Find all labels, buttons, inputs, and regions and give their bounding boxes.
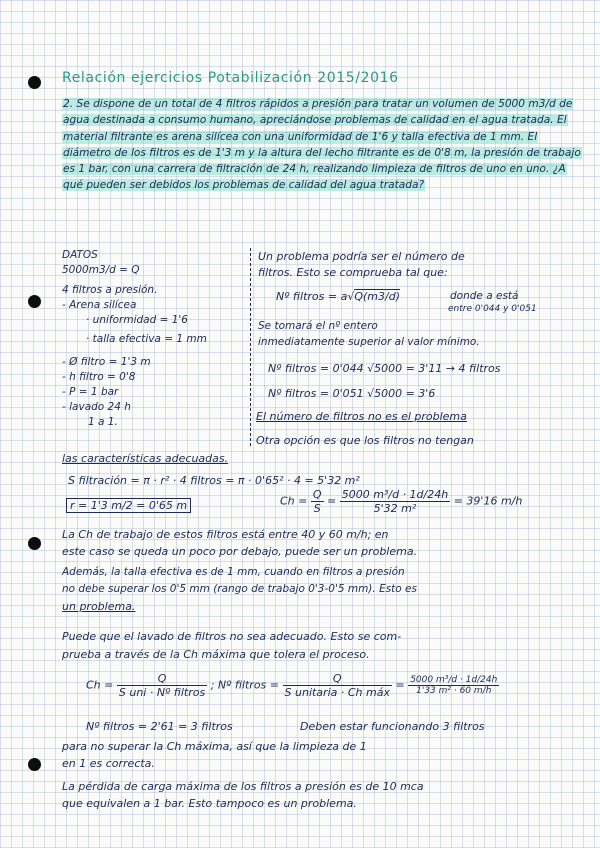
text-line: La Ch de trabajo de estos filtros está entre 40 y 60 m/h; en: [62, 528, 389, 541]
eq-part: Ch =: [280, 494, 308, 508]
datos-column: [62, 248, 242, 430]
eq-part: = 39'16 m/h: [453, 494, 523, 508]
datos-line: 4 filtros a presión.: [62, 284, 158, 296]
denominator: 5'32 m²: [373, 502, 417, 515]
datos-line: - lavado 24 h: [62, 401, 131, 413]
text-line: Se tomará el nº entero: [258, 320, 378, 332]
problem-statement-text: 2. Se dispone de un total de 4 filtros rápidos a presión para tratar un volumen de 5000 m3/d de agua destinada a consumo humano, apreciándose problemas de calidad en el agua tratada. El material filtrante es arena silícea con una uniformidad de 1'6 y talla efectiva de 1 mm. El diámetro de los filtros es de 1'3 m y la altura del lecho filtrante es de 0'8 m, la presión de trabajo es 1 bar, con una carrera de filtración de 24 h, realizando limpieza de filtros de uno en uno. ¿A qué pueden ser debidos los problemas de calidad del agua tratada?: [63, 98, 581, 192]
text-line: prueba a través de la Ch máxima que tolera el proceso.: [62, 648, 370, 661]
denominator: 1'33 m² · 60 m/h: [416, 686, 492, 696]
text-line: filtros. Esto se comprueba tal que:: [258, 266, 448, 279]
equation-num-filtros-min: Nº filtros = 0'044 √5000 = 3'11 → 4 filtros: [268, 362, 501, 375]
page-title: Relación ejercicios Potabilización 2015/2016: [62, 70, 399, 86]
datos-line: - P = 1 bar: [62, 386, 119, 398]
equation-surface: S filtración = π · r² · 4 filtros = π · 0'65² · 4 = 5'32 m²: [68, 474, 360, 487]
text-line: que equivalen a 1 bar. Esto tampoco es un problema.: [62, 797, 357, 810]
text-line: un problema.: [62, 600, 136, 613]
problem-statement: [62, 96, 582, 194]
denominator: S unitaria · Ch máx: [284, 686, 390, 699]
text-line: este caso se queda un poco por debajo, puede ser un problema.: [62, 545, 418, 558]
equation-radius: r = 1'3 m/2 = 0'65 m: [66, 498, 191, 513]
text-line: Otra opción es que los filtros no tengan: [256, 434, 474, 447]
text-line: las características adecuadas.: [62, 452, 229, 465]
text-line: no debe superar los 0'5 mm (rango de trabajo 0'3-0'5 mm). Esto es: [62, 583, 417, 595]
text-line: Puede que el lavado de filtros no sea adecuado. Esto se com-: [62, 630, 402, 643]
eq-part: Q(m3/d): [354, 290, 400, 303]
numerator: Q: [117, 672, 207, 686]
fraction: [283, 672, 392, 699]
text-line: inmediatamente superior al valor mínimo.: [258, 336, 480, 348]
datos-line: - h filtro = 0'8: [62, 371, 136, 383]
equation-num-filtros: [276, 290, 400, 303]
text-line: Deben estar funcionando 3 filtros: [300, 720, 485, 733]
text-line: entre 0'044 y 0'051: [448, 304, 537, 314]
binder-hole: [28, 295, 41, 308]
eq-part: =: [327, 494, 337, 508]
text-line: Además, la talla efectiva es de 1 mm, cuando en filtros a presión: [62, 566, 405, 578]
eq-part: Nº filtros = a: [276, 290, 348, 303]
datos-line: 1 a 1.: [88, 416, 118, 428]
datos-line: - Ø filtro = 1'3 m: [62, 356, 151, 368]
fraction: [408, 675, 499, 696]
datos-heading: DATOS: [62, 249, 98, 261]
numerator: 5000 m³/d · 1d/24h: [341, 488, 449, 501]
datos-line: - Arena silícea: [62, 299, 137, 311]
eq-part: =: [395, 678, 405, 692]
numerator: Q: [283, 672, 392, 686]
fraction: [340, 488, 450, 515]
datos-line: · uniformidad = 1'6: [86, 314, 188, 326]
fraction: [311, 488, 324, 515]
binder-hole: [28, 76, 41, 89]
equation-result: Nº filtros = 2'61 = 3 filtros: [86, 720, 233, 733]
binder-hole: [28, 758, 41, 771]
text-line: donde a está: [450, 290, 519, 302]
equation-ch-max: [86, 672, 499, 699]
eq-part: ; Nº filtros =: [210, 678, 280, 692]
column-divider: [250, 248, 251, 446]
text-line: La pérdida de carga máxima de los filtros a presión es de 10 mca: [62, 780, 424, 793]
denominator: S: [313, 502, 321, 515]
text-line: Un problema podría ser el número de: [258, 250, 465, 263]
numerator: Q: [312, 488, 322, 501]
equation-ch: [280, 488, 522, 515]
datos-line: 5000m3/d = Q: [62, 264, 140, 276]
numerator: 5000 m³/d · 1d/24h: [410, 675, 498, 685]
equation-num-filtros-max: Nº filtros = 0'051 √5000 = 3'6: [268, 387, 436, 400]
sqrt-symbol-icon: √: [347, 290, 355, 303]
text-line: en 1 es correcta.: [62, 757, 155, 770]
denominator: S uni · Nº filtros: [118, 686, 206, 699]
conclusion-line: El número de filtros no es el problema: [256, 410, 467, 423]
fraction: [117, 672, 207, 699]
eq-part: Ch =: [86, 678, 114, 692]
datos-line: · talla efectiva = 1 mm: [86, 333, 207, 345]
binder-hole: [28, 537, 41, 550]
text-line: para no superar la Ch máxima, así que la limpieza de 1: [62, 740, 367, 753]
